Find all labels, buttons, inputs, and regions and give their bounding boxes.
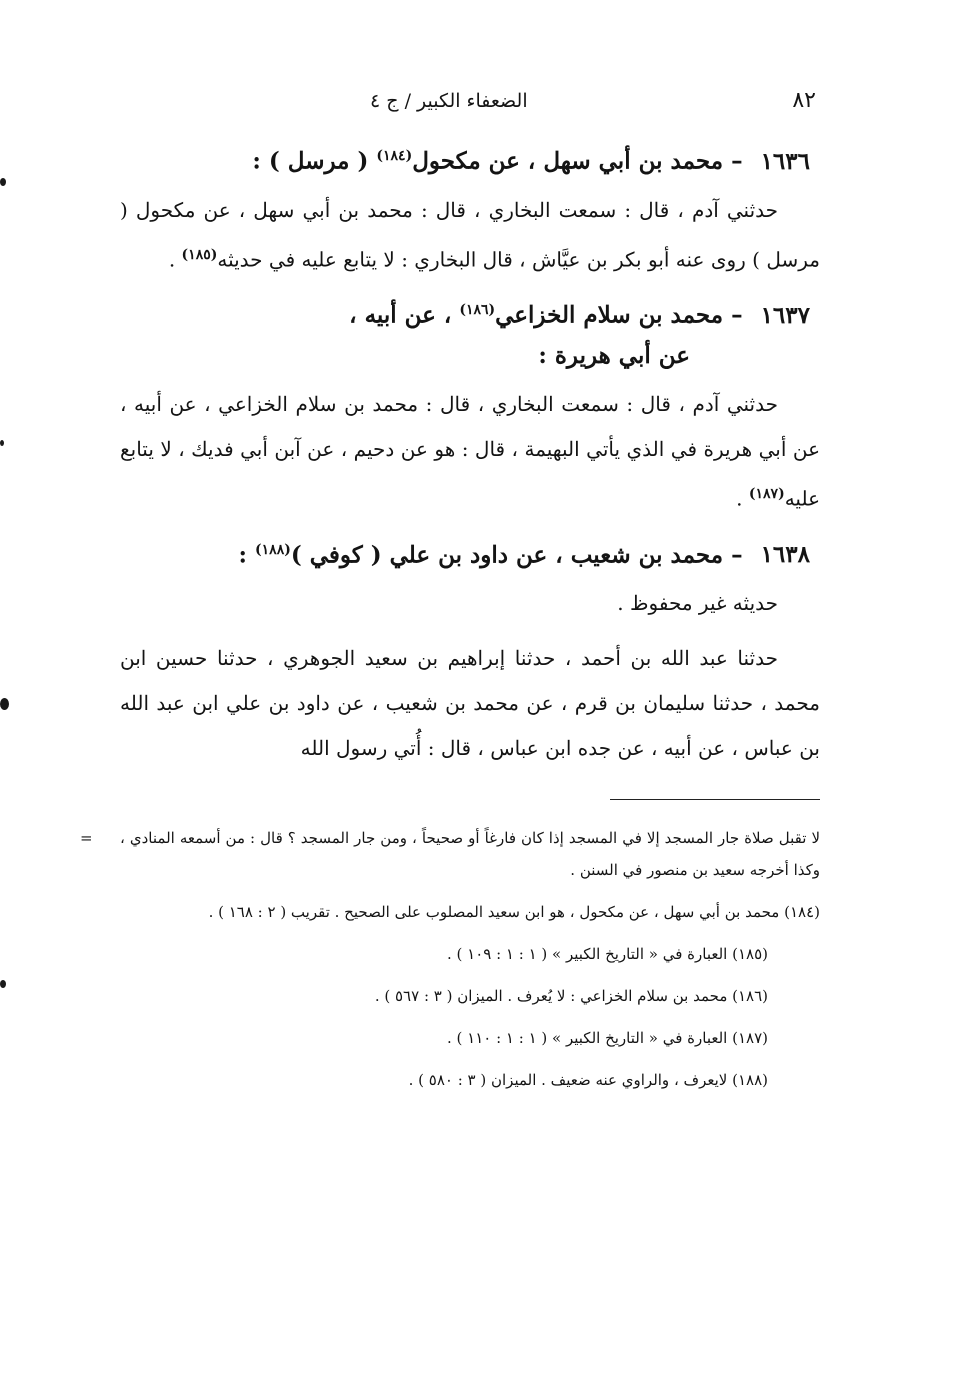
footnote-ref: (١٨٧) [748, 485, 785, 502]
entry-body-1638: حديثه غير محفوظ . [617, 591, 778, 616]
entry-title: – محمد بن أبي سهل ، عن مكحول [412, 147, 743, 175]
entry-heading-1637 [120, 290, 820, 376]
footnote-ref: (١٨٨) [255, 541, 291, 558]
book-page [80, 88, 820, 1106]
entry-number: ١٦٣٨ [760, 541, 810, 569]
entry-heading-1636 [120, 136, 820, 182]
footnote-ref: (١٨٦) [459, 302, 496, 319]
entry-number: ١٦٣٦ [760, 147, 810, 175]
footnote-187: (١٨٧) العبارة في « التاريخ الكبير » ( ١ : ١ : ١١٠ ) . [446, 1029, 768, 1048]
entry-body-1636: حدثني آدم ، قال : سمعت البخاري ، قال : محمد بن أبي سهل ، عن مكحول ( مرسل ) روى عنه أبو بكر بن عيَّاش ، قال البخاري : لا يتابع عليه في حديثه$^{(١٨٥)}$ . [120, 197, 820, 272]
footnote-185: (١٨٥) العبارة في « التاريخ الكبير » ( ١ : ١ : ١٠٩ ) . [446, 945, 768, 964]
entry-title-tail: : [238, 541, 248, 569]
footnote-188: (١٨٨) لايعرف ، والراوي عنه ضعيف . الميزان ( ٣ : ٥٨٠ ) . [408, 1071, 768, 1090]
footnote-186: (١٨٦) محمد بن سلام الخزاعي : لا يُعرف . الميزان ( ٣ : ٥٦٧ ) . [374, 987, 768, 1006]
scan-mark [0, 178, 6, 186]
book-title: الضعفاء الكبير / ج ٤ [370, 90, 528, 112]
footnote-ref: (١٨٤) [376, 148, 413, 164]
entry-title-tail: ، عن أبيه ، [349, 301, 452, 329]
entry-number: ١٦٣٧ [760, 301, 810, 329]
footnotes [80, 822, 820, 1096]
scan-mark [0, 440, 4, 446]
entry-body-1637: حدثني آدم ، قال : سمعت البخاري ، قال : محمد بن سلام الخزاعي ، عن أبيه ، عن أبي هريرة في الذي يأتي البهيمة ، قال : هو عن دحيم ، عن آبن أبي فديك ، لا يتابع عليه$^{(١٨٧)}$ . [120, 391, 820, 511]
entry-body-1638-chain: حدثنا عبد الله بن أحمد ، حدثنا إبراهيم بن سعيد الجوهري ، حدثنا حسين ابن محمد ، حدثنا سليمان بن قرم ، عن محمد بن شعيب ، عن داود بن علي ابن عبد الله بن عباس ، عن أبيه ، عن جده ابن عباس ، قال : أُتي رسول الله [120, 646, 820, 761]
entry-heading-1638 [120, 530, 820, 576]
entry-title: – محمد بن سلام الخزاعي [495, 301, 743, 329]
footnote-184: (١٨٤) محمد بن أبي سهل ، عن مكحول ، هو ابن سعيد المصلوب على الصحيح . تقريب ( ٢ : ١٦٨ ) . [208, 903, 820, 922]
scan-mark [0, 698, 9, 710]
entry-title: – محمد بن شعيب ، عن داود بن علي ( كوفي ) [290, 541, 743, 569]
footnote-continuation: = لا تقبل صلاة جار المسجد إلا في المسجد إذا كان فارغاً أو صحيحاً ، ومن جار المسجد ؟ قال : من أسمعه المنادي ، وكذا أخرجه سعيد بن منصور في السنن . [120, 822, 820, 886]
running-head [120, 88, 820, 130]
footnote-divider [610, 799, 820, 800]
footnote-ref: (١٨٥) [181, 246, 218, 263]
scan-mark [0, 980, 6, 988]
continuation-mark: = [80, 829, 93, 848]
entry-title-tail: ( مرسل ) : [252, 147, 369, 175]
page-number: ٨٢ [792, 88, 816, 113]
entry-title-line2: عن أبي هريرة : [538, 341, 690, 369]
